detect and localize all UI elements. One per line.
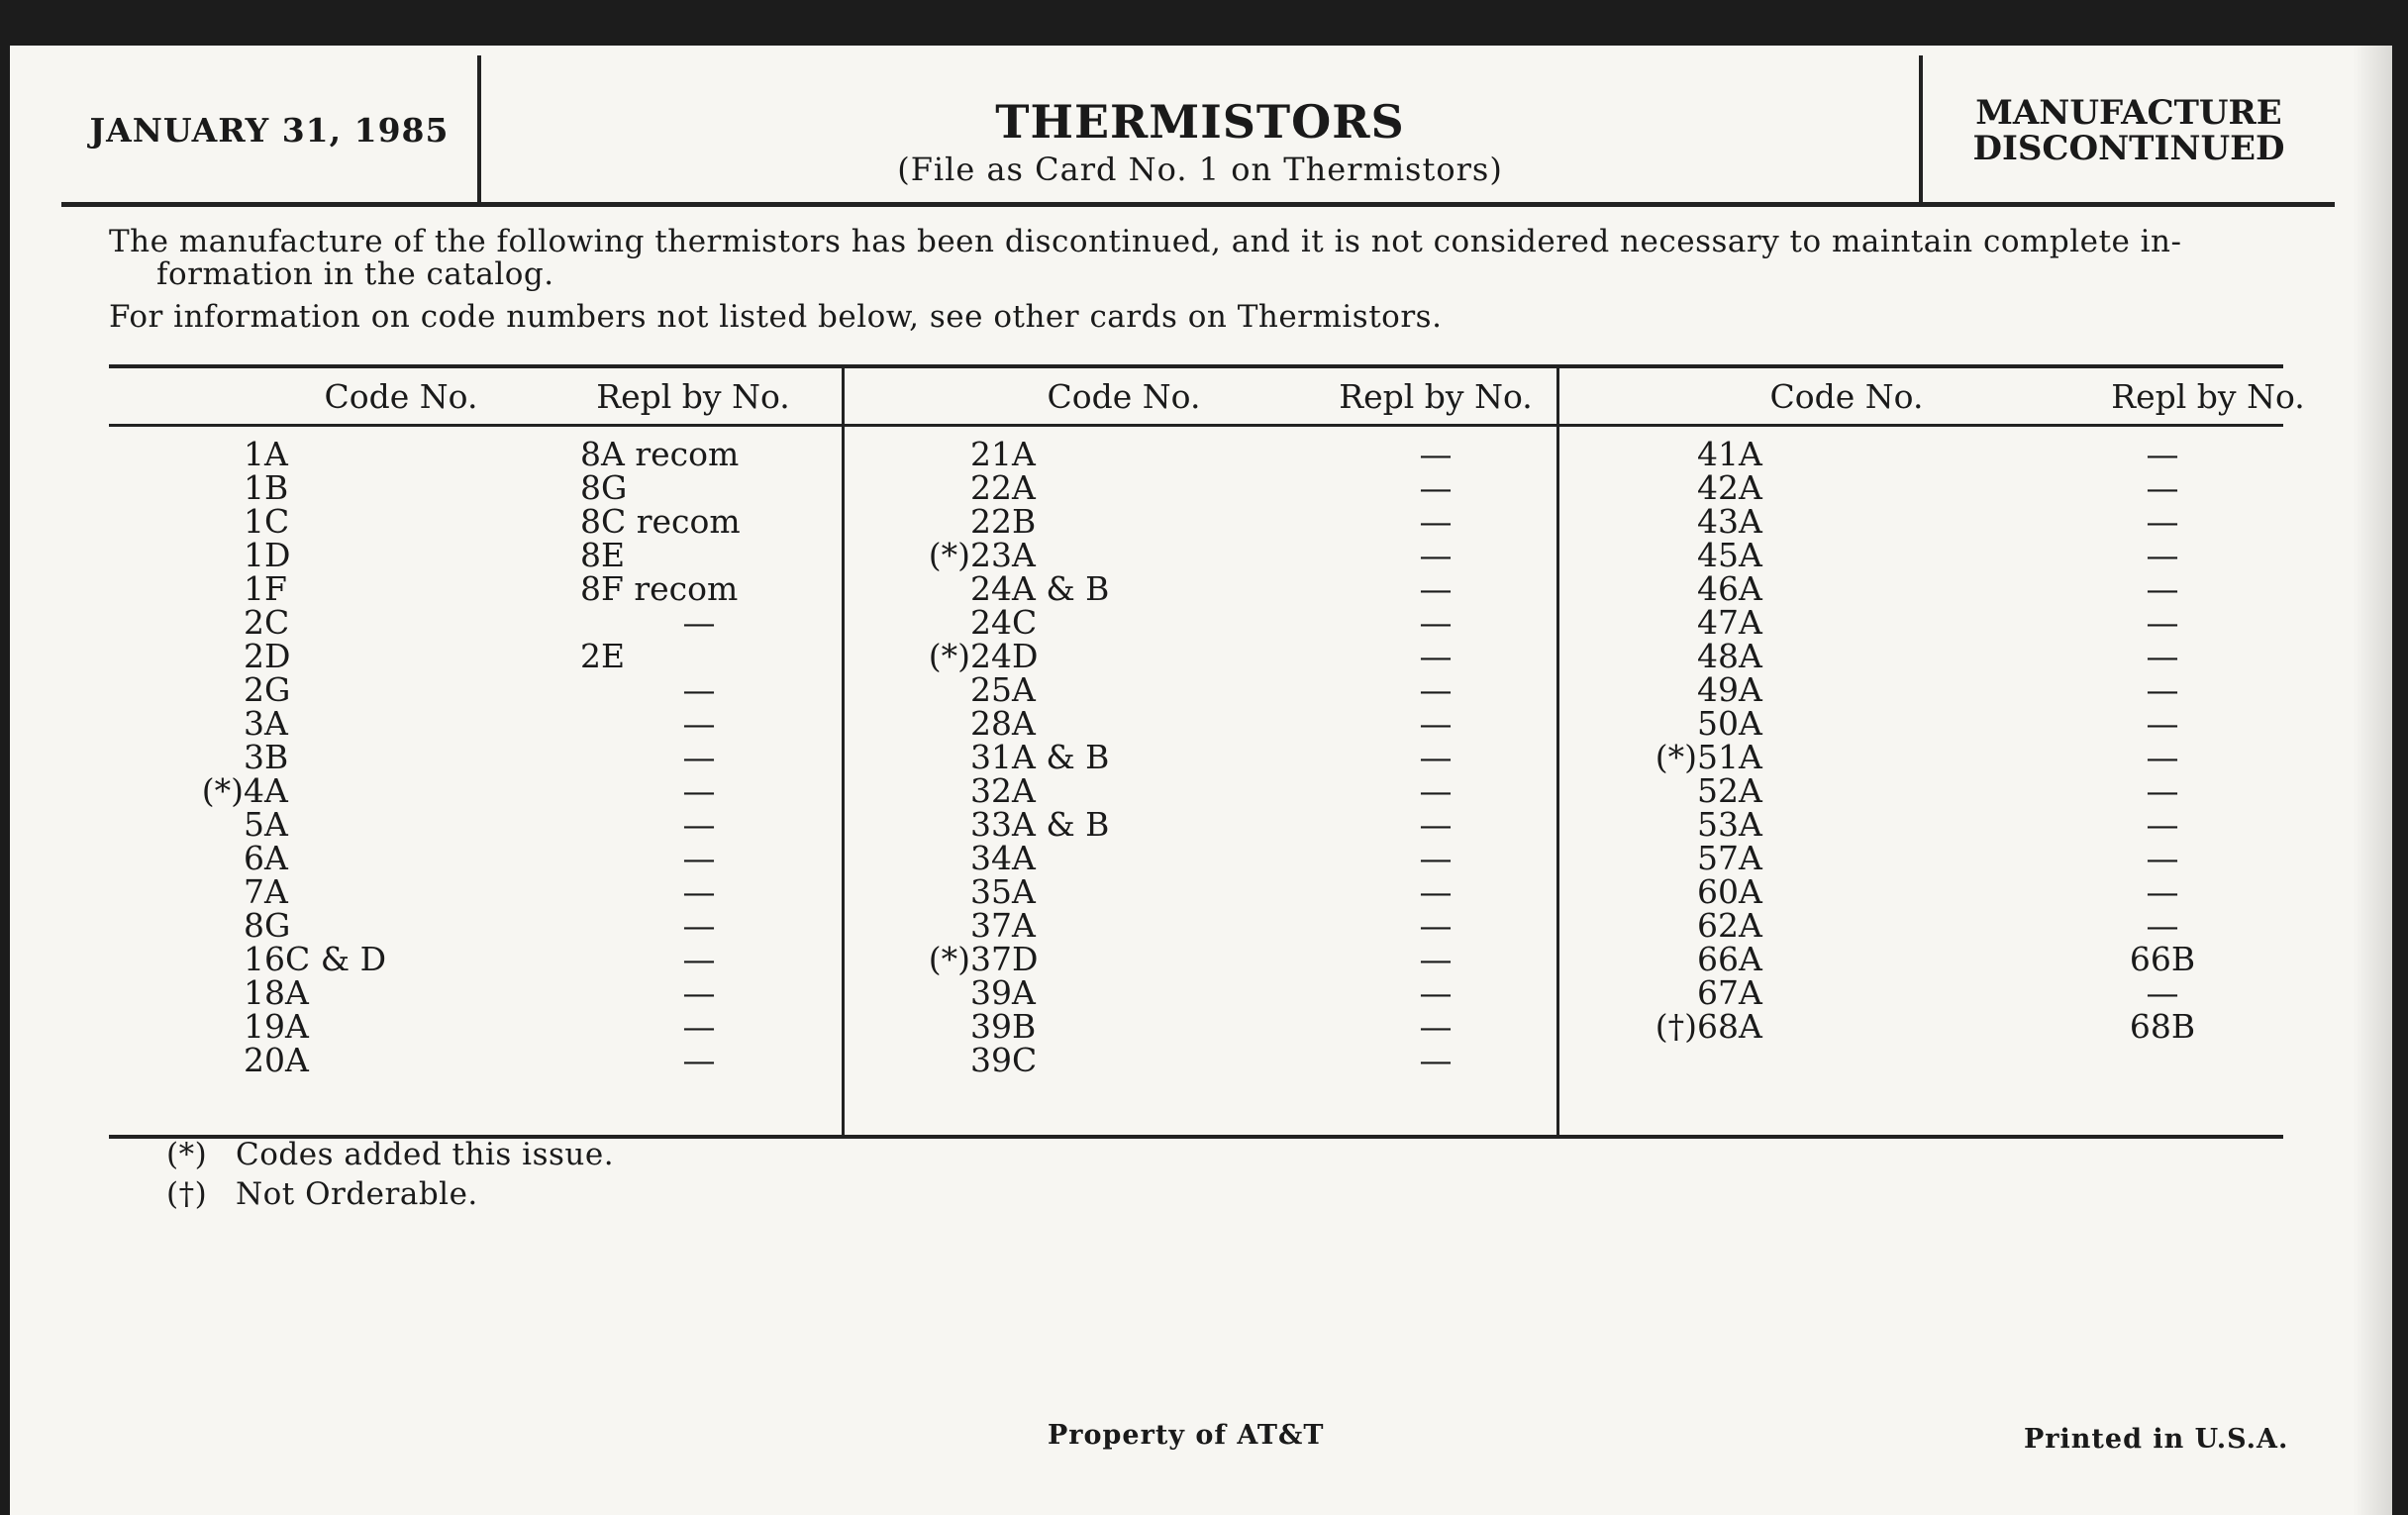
repl-cell: 8E <box>580 536 626 574</box>
repl-cell: — <box>1419 738 1453 776</box>
code-column <box>928 435 1168 1079</box>
code-cell <box>1697 603 1895 642</box>
repl-column <box>580 435 818 1079</box>
repl-cell: — <box>2146 536 2179 574</box>
repl-cell: — <box>1419 468 1453 507</box>
code-cell <box>244 704 442 743</box>
code-cell <box>244 435 442 473</box>
header-rule <box>61 202 2335 207</box>
code-column <box>1655 435 1895 1046</box>
code-cell <box>244 536 442 574</box>
code-cell <box>244 805 442 844</box>
code-value: 60A <box>1697 872 1762 911</box>
repl-cell: — <box>2146 502 2179 541</box>
code-cell <box>970 872 1168 911</box>
repl-cell: — <box>1419 940 1453 978</box>
repl-cell: — <box>1419 805 1453 844</box>
code-value: 8G <box>244 906 291 945</box>
repl-cell: — <box>682 940 716 978</box>
code-value: 62A <box>1697 906 1762 945</box>
repl-cell: — <box>2146 738 2179 776</box>
code-value: 31A & B <box>970 738 1110 776</box>
repl-cell: — <box>1419 973 1453 1012</box>
code-value: 24D <box>970 637 1039 675</box>
code-marker: (*) <box>1655 738 1697 776</box>
column-header-code: Code No. <box>1769 377 1924 416</box>
code-value: 2D <box>244 637 291 675</box>
code-cell <box>244 637 442 675</box>
repl-cell: — <box>1419 536 1453 574</box>
code-value: 1C <box>244 502 290 541</box>
status-block <box>1923 55 2335 204</box>
repl-cell: — <box>1419 704 1453 743</box>
code-value: 39C <box>970 1041 1038 1079</box>
code-value: 41A <box>1697 435 1762 473</box>
repl-cell: — <box>1419 637 1453 675</box>
code-cell <box>970 468 1168 507</box>
code-value: 1F <box>244 569 287 608</box>
repl-cell: — <box>1419 1007 1453 1046</box>
repl-cell: — <box>1419 906 1453 945</box>
code-value: 6A <box>244 839 288 877</box>
code-value: 21A <box>970 435 1036 473</box>
code-value: 68A <box>1697 1007 1762 1046</box>
repl-cell: — <box>2146 670 2179 709</box>
footer-printed: Printed in U.S.A. <box>2024 1424 2289 1455</box>
column-header-repl: Repl by No. <box>2111 377 2305 416</box>
code-cell <box>1697 973 1895 1012</box>
code-cell <box>244 973 442 1012</box>
column-header-repl: Repl by No. <box>1339 377 1533 416</box>
code-value: 39B <box>970 1007 1037 1046</box>
code-value: 28A <box>970 704 1036 743</box>
code-value: 25A <box>970 670 1036 709</box>
code-value: 1B <box>244 468 289 507</box>
code-value: 20A <box>244 1041 309 1079</box>
code-value: 5A <box>244 805 288 844</box>
code-value: 48A <box>1697 637 1762 675</box>
repl-cell: — <box>2146 839 2179 877</box>
code-value: 39A <box>970 973 1036 1012</box>
column-header-code: Code No. <box>324 377 478 416</box>
group-divider-2 <box>1556 364 1559 1139</box>
intro-paragraph-2: For information on code numbers not listed below, see other cards on Thermistors. <box>109 299 1443 335</box>
code-cell <box>1697 536 1895 574</box>
code-cell <box>1697 670 1895 709</box>
intro-paragraph-1-line-1: The manufacture of the following thermistors has been discontinued, and it is not considered necessary to maintain complete in- <box>109 224 2182 259</box>
code-cell <box>970 603 1168 642</box>
issue-date: JANUARY 31, 1985 <box>89 110 450 150</box>
repl-cell: 68B <box>2129 1007 2196 1046</box>
catalog-card <box>10 46 2392 1515</box>
status-line-1: MANUFACTURE <box>1975 93 2282 133</box>
code-cell <box>1697 468 1895 507</box>
repl-cell: — <box>2146 435 2179 473</box>
code-marker: (*) <box>928 536 970 574</box>
repl-cell: — <box>2146 468 2179 507</box>
code-cell <box>970 839 1168 877</box>
footer-property: Property of AT&T <box>1048 1420 1325 1451</box>
code-value: 37D <box>970 940 1039 978</box>
repl-cell: — <box>682 670 716 709</box>
repl-cell: 2E <box>580 637 626 675</box>
repl-cell: — <box>2146 569 2179 608</box>
footnote-symbol: (†) <box>166 1176 208 1212</box>
code-value: 57A <box>1697 839 1762 877</box>
code-cell <box>1697 502 1895 541</box>
repl-cell: — <box>682 805 716 844</box>
code-value: 3A <box>244 704 288 743</box>
code-cell <box>244 468 442 507</box>
code-cell <box>1697 704 1895 743</box>
group-divider-1 <box>842 364 845 1139</box>
repl-cell: — <box>1419 1041 1453 1079</box>
code-value: 22A <box>970 468 1036 507</box>
repl-cell: — <box>1419 670 1453 709</box>
repl-cell: 8G <box>580 468 628 507</box>
code-cell <box>1697 839 1895 877</box>
code-cell <box>244 603 442 642</box>
code-value: 33A & B <box>970 805 1110 844</box>
page-subtitle: (File as Card No. 1 on Thermistors) <box>897 151 1503 188</box>
repl-column <box>1386 435 1485 1079</box>
code-value: 2G <box>244 670 291 709</box>
code-value: 1A <box>244 435 288 473</box>
code-cell <box>970 1007 1168 1046</box>
code-cell <box>970 670 1168 709</box>
code-value: 45A <box>1697 536 1762 574</box>
code-cell <box>970 569 1168 608</box>
code-cell <box>244 569 442 608</box>
code-value: 16C & D <box>244 940 387 978</box>
repl-cell: — <box>1419 771 1453 810</box>
repl-cell: — <box>2146 973 2179 1012</box>
footnote-text: Codes added this issue. <box>236 1137 615 1172</box>
code-cell <box>244 670 442 709</box>
repl-cell: 66B <box>2129 940 2196 978</box>
code-cell <box>244 872 442 911</box>
code-cell <box>244 906 442 945</box>
code-value: 3B <box>244 738 289 776</box>
code-value: 24A & B <box>970 569 1110 608</box>
footnote-symbol: (*) <box>166 1137 208 1172</box>
repl-cell: — <box>682 1007 716 1046</box>
repl-cell: — <box>682 704 716 743</box>
code-value: 2C <box>244 603 290 642</box>
code-value: 67A <box>1697 973 1762 1012</box>
repl-cell: — <box>682 603 716 642</box>
code-cell <box>1697 906 1895 945</box>
code-value: 37A <box>970 906 1036 945</box>
code-value: 49A <box>1697 670 1762 709</box>
code-value: 18A <box>244 973 309 1012</box>
code-cell <box>970 738 1168 776</box>
code-cell <box>928 940 1168 978</box>
repl-cell: — <box>682 973 716 1012</box>
code-cell <box>970 704 1168 743</box>
code-cell <box>928 637 1168 675</box>
repl-cell: — <box>682 771 716 810</box>
code-value: 51A <box>1697 738 1762 776</box>
code-value: 1D <box>244 536 291 574</box>
code-cell <box>970 435 1168 473</box>
code-cell <box>1697 569 1895 608</box>
code-value: 19A <box>244 1007 309 1046</box>
code-column <box>201 435 442 1079</box>
code-cell <box>970 805 1168 844</box>
card-edge-shadow <box>2353 46 2392 1515</box>
code-cell <box>970 502 1168 541</box>
header-title-block <box>481 55 1919 204</box>
repl-cell: — <box>682 839 716 877</box>
repl-cell: — <box>2146 637 2179 675</box>
repl-cell: — <box>2146 805 2179 844</box>
repl-cell: — <box>1419 569 1453 608</box>
code-value: 47A <box>1697 603 1762 642</box>
repl-cell: — <box>2146 771 2179 810</box>
code-cell <box>928 536 1168 574</box>
code-value: 46A <box>1697 569 1762 608</box>
code-marker: (*) <box>928 940 970 978</box>
table-top-rule <box>109 364 2283 368</box>
code-cell <box>1697 771 1895 810</box>
code-cell <box>1655 738 1895 776</box>
code-cell <box>1697 805 1895 844</box>
code-value: 66A <box>1697 940 1762 978</box>
code-value: 24C <box>970 603 1038 642</box>
code-cell <box>1697 940 1895 978</box>
footnotes <box>166 1135 614 1214</box>
code-cell <box>244 738 442 776</box>
code-cell <box>1655 1007 1895 1046</box>
code-cell <box>1697 872 1895 911</box>
code-cell <box>970 973 1168 1012</box>
code-cell <box>244 839 442 877</box>
discontinued-table <box>109 364 2305 1139</box>
code-value: 50A <box>1697 704 1762 743</box>
code-value: 22B <box>970 502 1037 541</box>
repl-cell: — <box>2146 704 2179 743</box>
code-value: 52A <box>1697 771 1762 810</box>
code-value: 4A <box>244 771 288 810</box>
code-value: 42A <box>1697 468 1762 507</box>
code-cell <box>970 771 1168 810</box>
repl-cell: — <box>2146 603 2179 642</box>
code-marker: (†) <box>1655 1007 1697 1046</box>
code-value: 34A <box>970 839 1036 877</box>
repl-cell: — <box>1419 603 1453 642</box>
code-value: 7A <box>244 872 288 911</box>
repl-cell: — <box>1419 435 1453 473</box>
page-title: THERMISTORS <box>995 95 1405 149</box>
code-marker: (*) <box>201 771 244 810</box>
repl-cell: — <box>682 872 716 911</box>
code-value: 35A <box>970 872 1036 911</box>
code-value: 23A <box>970 536 1036 574</box>
code-cell <box>970 1041 1168 1079</box>
code-marker: (*) <box>928 637 970 675</box>
code-value: 53A <box>1697 805 1762 844</box>
repl-column <box>2113 435 2212 1046</box>
repl-cell: — <box>1419 872 1453 911</box>
code-cell <box>1697 637 1895 675</box>
table-header-rule <box>109 424 2283 427</box>
footnote-text: Not Orderable. <box>236 1176 478 1212</box>
code-cell <box>244 940 442 978</box>
code-cell <box>244 502 442 541</box>
code-cell <box>970 906 1168 945</box>
code-value: 32A <box>970 771 1036 810</box>
footnote <box>166 1135 614 1174</box>
intro-text <box>109 226 2287 334</box>
repl-cell: — <box>2146 872 2179 911</box>
repl-cell: — <box>1419 502 1453 541</box>
code-cell <box>201 771 442 810</box>
repl-cell: 8C recom <box>580 502 741 541</box>
code-cell <box>244 1007 442 1046</box>
repl-cell: — <box>682 1041 716 1079</box>
code-cell <box>244 1041 442 1079</box>
column-header-repl: Repl by No. <box>596 377 790 416</box>
card-header <box>61 55 2335 204</box>
intro-paragraph-1-line-2: formation in the catalog. <box>156 256 554 292</box>
repl-cell: — <box>682 906 716 945</box>
repl-cell: 8F recom <box>580 569 739 608</box>
footnote <box>166 1174 614 1214</box>
status-line-2: DISCONTINUED <box>1972 129 2285 168</box>
repl-cell: — <box>2146 906 2179 945</box>
repl-cell: — <box>1419 839 1453 877</box>
repl-cell: 8A recom <box>580 435 740 473</box>
code-value: 43A <box>1697 502 1762 541</box>
code-cell <box>1697 435 1895 473</box>
repl-cell: — <box>682 738 716 776</box>
column-header-code: Code No. <box>1047 377 1201 416</box>
